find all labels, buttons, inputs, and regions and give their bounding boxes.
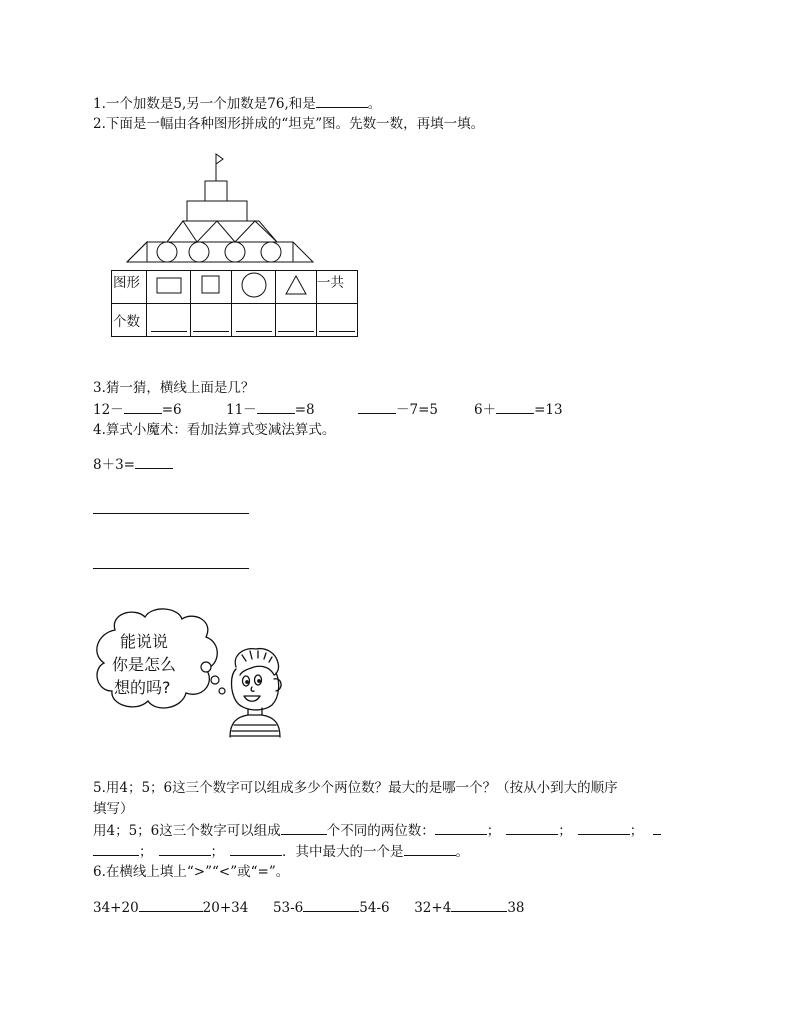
question-6-text: 6.在横线上填上“>”“<”或“=”。 — [93, 864, 290, 880]
answer-blank[interactable] — [316, 95, 368, 108]
rectangle-icon — [155, 275, 183, 295]
answer-blank[interactable] — [281, 822, 327, 835]
item-post: =13 — [534, 402, 563, 418]
answer-blank[interactable] — [236, 319, 272, 332]
separator: ； — [486, 823, 501, 839]
square-cell — [191, 271, 232, 304]
answer-blank[interactable] — [135, 456, 173, 469]
count-cell[interactable] — [276, 304, 317, 337]
answer-blank[interactable] — [124, 401, 162, 414]
compare-left: 32+4 — [414, 900, 452, 916]
question-4-title — [93, 422, 335, 439]
question-4-text: 4.算式小魔术：看加法算式变减法算式。 — [93, 422, 336, 438]
compare-left: 53-6 — [272, 900, 304, 916]
question-3-item — [93, 401, 182, 419]
answer-blank[interactable] — [578, 822, 630, 835]
wheel-circle — [261, 242, 281, 262]
left-triangle — [127, 242, 147, 262]
answer-blank[interactable] — [139, 899, 203, 912]
header-label: 图形 — [112, 271, 147, 304]
count-label: 个数 — [112, 304, 147, 337]
question-3-title — [93, 380, 254, 397]
total-label: 一共 — [317, 271, 358, 304]
separator: ； — [139, 844, 153, 860]
table-row — [112, 271, 358, 304]
answer-blank[interactable] — [257, 401, 295, 414]
question-5-title-cont — [93, 801, 134, 818]
tank-trapezoid — [167, 221, 277, 242]
triangle-cell — [276, 271, 317, 304]
question-5-answer — [93, 822, 661, 840]
answer-blank[interactable] — [319, 319, 355, 332]
table-row — [112, 304, 358, 337]
answer-blank[interactable] — [278, 319, 314, 332]
answer-blank[interactable] — [506, 822, 558, 835]
separator: ； — [558, 823, 572, 839]
item-post: －7=5 — [396, 402, 438, 418]
circle-icon — [240, 271, 268, 299]
answer-blank[interactable] — [159, 843, 211, 856]
question-3-text: 3.猜一猜，横线上面是几？ — [93, 380, 255, 396]
answer-blank[interactable] — [151, 319, 187, 332]
compare-right: 54-6 — [359, 900, 390, 916]
bubble-line: 你是怎么 — [112, 655, 177, 674]
answer-line[interactable] — [93, 568, 249, 569]
answer-blank[interactable] — [451, 899, 507, 912]
item-pre: 6＋ — [474, 402, 497, 418]
square-icon — [200, 274, 222, 296]
count-cell[interactable] — [232, 304, 276, 337]
circle-cell — [232, 271, 276, 304]
equation-text: 8＋3= — [93, 457, 135, 473]
question-1-text: 1.一个加数是5,另一个加数是76,和是 — [93, 96, 316, 112]
separator: ； — [629, 823, 644, 839]
question-1 — [93, 95, 381, 113]
bubble-line: 能说说 — [120, 632, 169, 651]
question-2 — [93, 116, 484, 133]
question-3-item — [358, 401, 438, 419]
question-5-text: 填写） — [93, 801, 134, 817]
separator: ； — [210, 844, 224, 860]
wheel-circle — [225, 242, 245, 262]
turret-square — [205, 181, 227, 201]
item-pre: 12－ — [93, 402, 124, 418]
answer-blank[interactable] — [358, 401, 396, 414]
item-post: =6 — [161, 402, 182, 418]
answer-blank[interactable] — [653, 822, 661, 835]
wheel-circle — [189, 242, 209, 262]
question-5-title — [93, 780, 618, 797]
answer-blank[interactable] — [93, 843, 139, 856]
rectangle-cell — [147, 271, 191, 304]
shape-count-table — [111, 270, 358, 337]
compare-left: 34+20 — [93, 900, 139, 916]
question-6-items — [93, 899, 525, 917]
triangle-icon — [284, 274, 308, 296]
question-5-text: 5.用4；5；6这三个数字可以组成多少个两位数？最大的是哪一个？（按从小到大的顺序 — [93, 780, 618, 796]
tank-figure — [125, 148, 315, 268]
compare-right: 20+34 — [202, 900, 249, 916]
tank-base — [127, 242, 313, 262]
answer-blank[interactable] — [496, 401, 534, 414]
question-3-item — [474, 401, 563, 419]
count-cell[interactable] — [147, 304, 191, 337]
question-2-text: 2.下面是一幅由各种图形拼成的“坦克”图。先数一数，再填一填。 — [93, 116, 485, 132]
answer-prefix: 用4；5；6这三个数字可以组成 — [93, 823, 281, 839]
answer-line[interactable] — [93, 513, 249, 514]
answer-end: 。 — [455, 844, 469, 860]
compare-right: 38 — [507, 900, 525, 916]
boy-illustration — [222, 645, 287, 740]
answer-blank[interactable] — [193, 319, 229, 332]
item-post: =8 — [294, 402, 315, 418]
item-pre: 11－ — [226, 402, 257, 418]
answer-blank[interactable] — [230, 843, 282, 856]
question-4-equation — [93, 456, 173, 474]
answer-tail: ．其中最大的一个是 — [282, 844, 404, 860]
wheel-circle — [157, 242, 177, 262]
zigzag-triangles — [167, 221, 277, 242]
count-cell[interactable] — [317, 304, 358, 337]
body-rectangle — [187, 201, 247, 221]
answer-blank[interactable] — [303, 899, 359, 912]
question-6-title — [93, 864, 289, 881]
question-5-answer-cont — [93, 843, 469, 861]
flag — [216, 154, 223, 164]
count-cell[interactable] — [191, 304, 232, 337]
bubble-line: 想的吗? — [114, 678, 171, 697]
answer-blank[interactable] — [404, 843, 456, 856]
question-1-end: 。 — [367, 96, 382, 112]
answer-middle: 个不同的两位数： — [326, 823, 435, 839]
question-3-item — [226, 401, 315, 419]
answer-blank[interactable] — [435, 822, 487, 835]
